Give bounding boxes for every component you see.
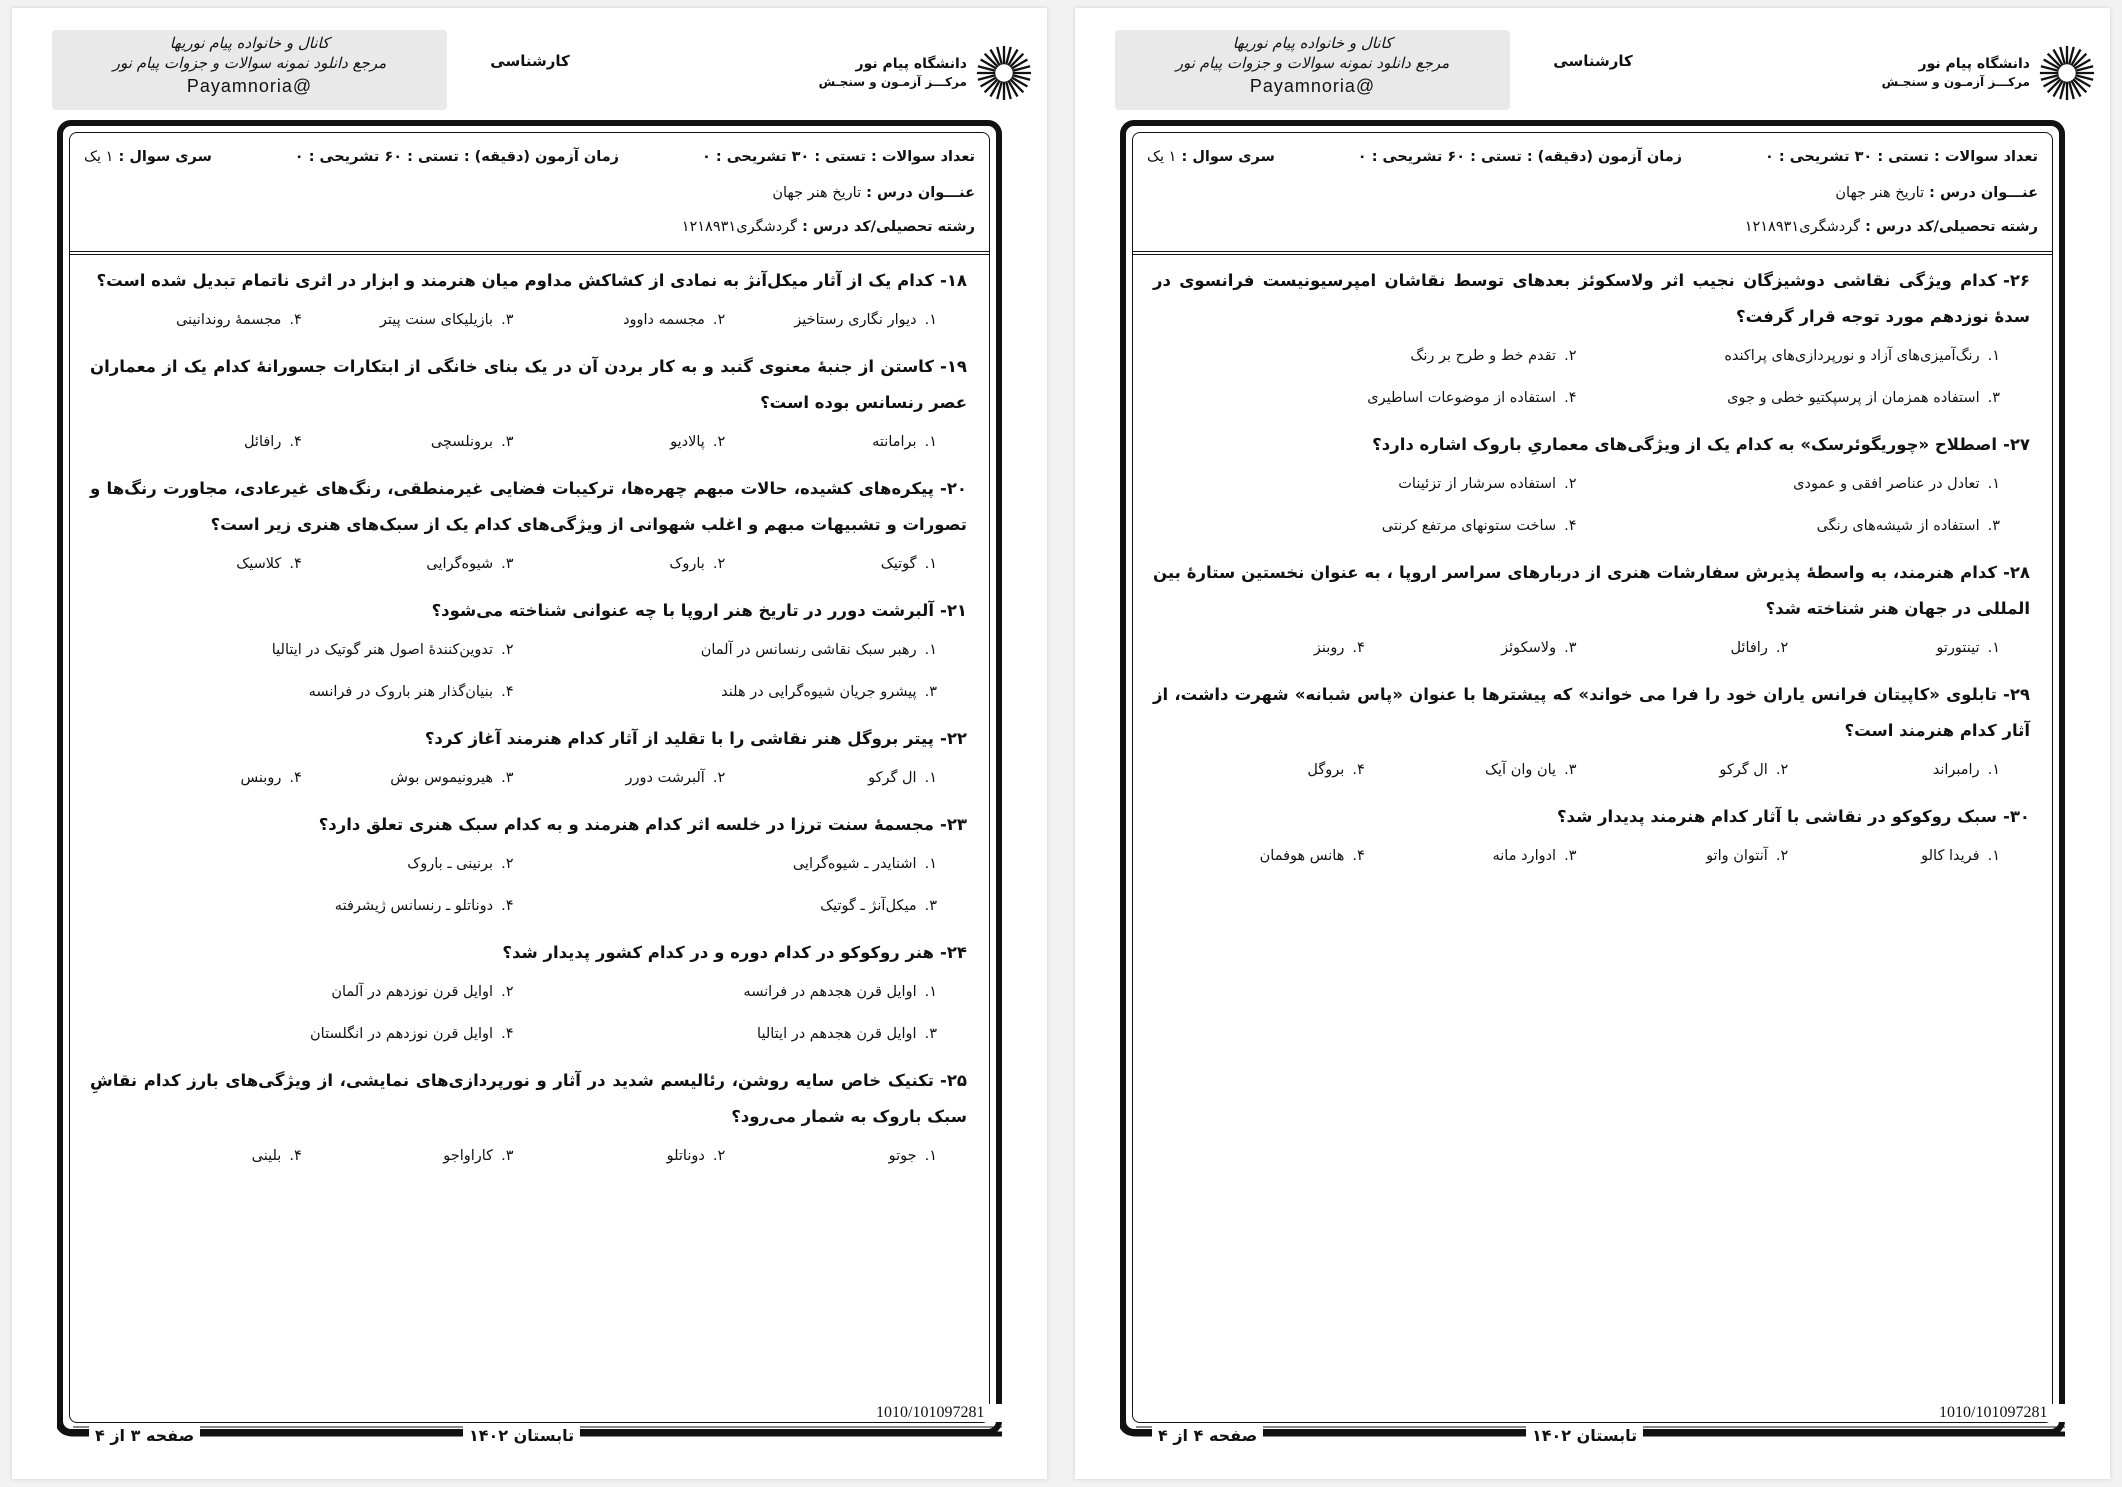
answer-option[interactable] [514,299,726,341]
page-number: صفحه ۳ از ۴ [89,1426,200,1445]
option-number: ۱. [1987,848,2000,864]
question-number: ۲۰- [939,479,967,498]
option-number: ۴. [289,556,302,572]
answer-option[interactable] [90,629,514,671]
degree-level: کارشناسی [490,52,570,70]
answer-option[interactable] [1577,627,1789,669]
option-text: جوتو [888,1148,917,1164]
question-text [90,807,967,843]
option-number: ۱. [1987,476,2000,492]
exam-info [70,133,989,255]
answer-option[interactable] [1153,463,1577,505]
option-number: ۲. [712,1148,726,1164]
answer-option[interactable] [302,299,514,341]
option-text: گوتیک [880,556,917,572]
question-item [90,349,967,463]
option-group [90,421,967,463]
question-stem: تکنیک خاص سایه روشن، رئالیسم شدید در آثار و نورپردازی‌های نمایشی، از ویژگی‌های بارز کدام نقاشِ سبک باروک به شمار می‌رود؟ [90,1071,967,1126]
university-name: دانشگاه پیام نور [855,56,967,72]
answer-option[interactable] [302,1135,514,1177]
answer-option[interactable] [725,543,937,585]
question-list [1153,263,2030,885]
course-title: عنـــوان درس : تاریخ هنر جهان [1835,185,2038,201]
question-stem: پیکره‌های کشیده، حالات مبهم چهره‌ها، ترکیبات فضایی غیرمنطقی، رنگ‌های غیرعادی، مجاورت رنگ‌ها و تصورات و تشبیهات مبهم و اغلب شهوانی از ویژگی‌های کدام یک از سبک‌های هنری زیر است؟ [90,479,967,534]
series: سری سوال : ۱ یک [1147,149,1275,165]
question-stem: پیتر بروگل هنر نقاشی را با تقلید از آثار کدام هنرمند آغاز کرد؟ [424,729,934,748]
option-number: ۳. [1987,390,2000,406]
answer-option[interactable] [90,843,514,885]
option-group [1153,335,2030,419]
option-number: ۴. [1564,390,1577,406]
answer-option[interactable] [90,421,302,463]
course-field: رشته تحصیلی/کد درس : گردشگری۱۲۱۸۹۳۱ [1744,219,2038,235]
question-text [90,935,967,971]
question-text [90,263,967,299]
answer-option[interactable] [514,757,726,799]
option-number: ۲. [501,856,514,872]
option-number: ۳. [1987,518,2000,534]
answer-option[interactable] [1153,377,1577,419]
option-text: تعادل در عناصر افقی و عمودی [1793,476,1980,492]
option-number: ۲. [501,642,514,658]
question-list [90,263,967,1185]
option-number: ۱. [924,642,937,658]
question-number: ۳۰- [2002,807,2030,826]
answer-option[interactable] [302,421,514,463]
option-text: شیوه‌گرایی [426,556,494,572]
option-text: ال گرکو [1719,762,1768,778]
page-footer [57,1404,1002,1448]
question-number: ۱۸- [939,271,967,290]
answer-option[interactable] [725,421,937,463]
option-number: ۳. [501,434,514,450]
option-number: ۲. [712,312,726,328]
option-text: کلاسیک [236,556,282,572]
option-text: فریدا کالو [1921,848,1980,864]
question-number: ۲۵- [939,1071,967,1090]
answer-option[interactable] [1577,505,2001,547]
course-title: عنـــوان درس : تاریخ هنر جهان [772,185,975,201]
answer-option[interactable] [90,971,514,1013]
question-count: تعداد سوالات : تستی : ۳۰ تشریحی : ۰ [1764,149,2038,165]
option-text: رافائل [1730,640,1768,656]
answer-option[interactable] [90,299,302,341]
option-text: بنیان‌گذار هنر باروک در فرانسه [308,684,494,700]
question-item [90,593,967,713]
answer-option[interactable] [302,543,514,585]
option-text: پیشرو جریان شیوه‌گرایی در هلند [721,684,917,700]
question-number: ۲۶- [2002,271,2030,290]
question-item [90,1063,967,1177]
option-number: ۴. [501,898,514,914]
option-text: رافائل [243,434,282,450]
option-text: پالادیو [670,434,705,450]
question-stem: مجسمهٔ سنت ترزا در خلسه اثر کدام هنرمند و به کدام سبک هنری تعلق دارد؟ [318,815,934,834]
question-number: ۲۸- [2002,563,2030,582]
option-text: آنتوان واتو [1706,848,1768,864]
channel-handle: @Payamnoria [1249,76,1376,96]
option-text: روبنز [1313,640,1345,656]
option-number: ۴. [289,770,302,786]
answer-option[interactable] [90,757,302,799]
option-text: استفاده همزمان از پرسپکتیو خطی و جوی [1727,390,1980,406]
answer-option[interactable] [514,1013,938,1055]
question-item [1153,427,2030,547]
option-text: هانس هوفمان [1259,848,1345,864]
question-item [90,263,967,341]
option-number: ۳. [501,770,514,786]
channel-line2: مرجع دانلود نمونه سوالات و جزوات پیام نور [112,54,387,72]
question-number: ۲۳- [939,815,967,834]
option-text: استفاده سرشار از تزئینات [1398,476,1557,492]
answer-option[interactable] [514,1135,726,1177]
option-number: ۴. [1352,848,1365,864]
exam-page-4 [1075,8,2110,1479]
question-stem: آلبرشت دورر در تاریخ هنر اروپا با چه عنوانی شناخته می‌شود؟ [431,601,934,620]
option-text: تینتورتو [1936,640,1980,656]
option-text: تقدم خط و طرح بر رنگ [1410,348,1557,364]
option-text: رهبر سبک نقاشی رنسانس در آلمان [700,642,917,658]
option-text: اوایل قرن نوزدهم در انگلستان [310,1026,494,1042]
page-number: صفحه ۴ از ۴ [1152,1426,1263,1445]
option-number: ۲. [1775,848,1789,864]
question-number: ۱۹- [939,357,967,376]
question-text [1153,263,2030,335]
degree-level: کارشناسی [1553,52,1633,70]
option-number: ۲. [712,556,726,572]
answer-option[interactable] [514,843,938,885]
answer-option[interactable] [514,543,726,585]
option-number: ۱. [924,856,937,872]
answer-option[interactable] [1153,835,1365,877]
series: سری سوال : ۱ یک [84,149,212,165]
option-number: ۴. [1352,640,1365,656]
option-number: ۴. [501,1026,514,1042]
option-number: ۳. [924,1026,937,1042]
option-text: روبنس [240,770,282,786]
answer-option[interactable] [1577,835,1789,877]
question-item [90,807,967,927]
option-group [90,843,967,927]
answer-option[interactable] [1153,505,1577,547]
option-text: آلبرشت دورر [625,770,705,786]
answer-option[interactable] [1153,749,1365,791]
option-number: ۳. [924,684,937,700]
question-count: تعداد سوالات : تستی : ۳۰ تشریحی : ۰ [701,149,975,165]
option-group [1153,463,2030,547]
answer-option[interactable] [725,299,937,341]
answer-option[interactable] [514,421,726,463]
option-number: ۱. [924,312,937,328]
option-text: ال گرکو [868,770,917,786]
option-text: اشنایدر ـ شیوه‌گرایی [792,856,917,872]
question-stem: کدام هنرمند، به واسطهٔ پذیرش سفارشات هنری از دربارهای سراسر اروپا ، به عنوان نخستین ستارهٔ بین المللی در جهان هنر شناخته شد؟ [1153,563,2030,618]
channel-banner [52,30,447,110]
question-stem: کدام ویژگی نقاشی دوشیزگان نجیب اثر ولاسکوئز بعدهای توسط نقاشان امپرسیونیست فرانسوی در سدهٔ نوزدهم مورد توجه قرار گرفت؟ [1153,271,2030,326]
option-group [90,971,967,1055]
question-text [90,593,967,629]
answer-option[interactable] [302,757,514,799]
question-text [90,1063,967,1135]
option-text: رنگ‌آمیزی‌های آزاد و نورپردازی‌های پراکنده [1724,348,1980,364]
option-number: ۱. [924,556,937,572]
question-stem: کاستن از جنبهٔ معنوی گنبد و به کار بردن آن در یک بنای خانگی از ابتکارات جسورانهٔ کدام یک از معماران عصر رنسانس بوده است؟ [90,357,967,412]
option-group [90,629,967,713]
option-number: ۱. [924,770,937,786]
option-text: ولاسکوئز [1501,640,1557,656]
option-text: برنینی ـ باروک [407,856,494,872]
option-number: ۲. [1775,640,1789,656]
answer-option[interactable] [1365,749,1577,791]
option-number: ۴. [1564,518,1577,534]
option-text: بلینی [251,1148,282,1164]
question-stem: کدام یک از آثار میکل‌آنژ به نمادی از کشاکش مداوم میان هنرمند و ابزار در اثری ناتمام تبدیل شده است؟ [96,271,934,290]
exam-code: 1010/101097281 [872,1404,1020,1422]
exam-code: 1010/101097281 [1935,1404,2083,1422]
question-text [90,471,967,543]
option-group [1153,749,2030,791]
option-number: ۱. [1987,348,2000,364]
question-text [90,349,967,421]
option-text: ساخت ستونهای مرتفع کرنتی [1381,518,1557,534]
option-number: ۴. [289,1148,302,1164]
university-logo [1846,38,2096,108]
option-number: ۲. [501,984,514,1000]
option-number: ۲. [1564,476,1577,492]
option-number: ۳. [1564,848,1577,864]
option-text: تدوین‌کنندهٔ اصول هنر گوتیک در ایتالیا [271,642,494,658]
option-number: ۳. [924,898,937,914]
page-footer [1120,1404,2065,1448]
answer-option[interactable] [514,629,938,671]
question-text [1153,427,2030,463]
option-text: مجسمه داوود [623,312,705,328]
university-name: دانشگاه پیام نور [1918,56,2030,72]
channel-handle: @Payamnoria [186,76,313,96]
question-item [1153,555,2030,669]
answer-option[interactable] [90,671,514,713]
exam-time: زمان آزمون (دقیقه) : تستی : ۶۰ تشریحی : ۰ [1357,149,1683,165]
channel-banner [1115,30,1510,110]
option-group [1153,627,2030,669]
answer-option[interactable] [90,1013,514,1055]
question-stem: هنر روکوکو در کدام دوره و در کدام کشور پدیدار شد؟ [502,943,934,962]
option-group [90,757,967,799]
option-text: اوایل قرن هجدهم در ایتالیا [757,1026,917,1042]
question-number: ۲۲- [939,729,967,748]
channel-line1: کانال و خانواده پیام نوریها [169,34,330,52]
answer-option[interactable] [90,1135,302,1177]
answer-option[interactable] [1365,835,1577,877]
answer-option[interactable] [1577,749,1789,791]
answer-option[interactable] [90,543,302,585]
option-text: برونلسچی [430,434,494,450]
answer-option[interactable] [1577,335,2001,377]
answer-option[interactable] [1788,835,2000,877]
option-text: برامانته [872,434,917,450]
option-group [90,299,967,341]
question-text [90,721,967,757]
option-number: ۱. [924,984,937,1000]
option-text: دیوار نگاری رستاخیز [794,312,917,328]
answer-option[interactable] [514,885,938,927]
option-number: ۲. [1564,348,1577,364]
option-text: باروک [669,556,705,572]
option-text: میکل‌آنژ ـ گوتیک [820,898,917,914]
course-field: رشته تحصیلی/کد درس : گردشگری۱۲۱۸۹۳۱ [681,219,975,235]
exam-season: تابستان ۱۴۰۲ [463,1426,580,1445]
option-number: ۳. [1564,762,1577,778]
answer-option[interactable] [725,1135,937,1177]
option-text: استفاده از شیشه‌های رنگی [1816,518,1980,534]
option-number: ۴. [1352,762,1365,778]
exam-season: تابستان ۱۴۰۲ [1526,1426,1643,1445]
answer-option[interactable] [1788,627,2000,669]
question-text [1153,799,2030,835]
option-text: ادوارد مانه [1492,848,1557,864]
option-number: ۳. [1564,640,1577,656]
option-number: ۲. [712,434,726,450]
question-number: ۲۴- [939,943,967,962]
question-item [1153,799,2030,877]
question-number: ۲۷- [2002,435,2030,454]
question-text [1153,677,2030,749]
option-number: ۳. [501,556,514,572]
option-group [90,543,967,585]
university-logo [783,38,1033,108]
option-number: ۱. [924,1148,937,1164]
question-item [1153,263,2030,419]
question-item [90,935,967,1055]
option-text: دوناتلو [666,1148,705,1164]
answer-option[interactable] [514,971,938,1013]
option-text: دوناتلو ـ رنسانس ژیشرفته [334,898,494,914]
question-stem: تابلوی «کاپیتان فرانس یاران خود را فرا می خواند» که پیشترها با عنوان «پاس شبانه» شهرت داشت، از آثار کدام هنرمند است؟ [1153,685,2030,740]
option-number: ۴. [501,684,514,700]
option-number: ۴. [289,312,302,328]
option-number: ۱. [924,434,937,450]
option-number: ۴. [289,434,302,450]
answer-option[interactable] [1153,627,1365,669]
question-number: ۲۱- [939,601,967,620]
option-group [90,1135,967,1177]
option-text: یان وان آیک [1485,762,1557,778]
option-text: کاراواجو [443,1148,494,1164]
option-number: ۲. [1775,762,1789,778]
option-text: هیرونیموس بوش [390,770,494,786]
option-number: ۲. [712,770,726,786]
option-text: مجسمهٔ روندانینی [175,312,282,328]
sunburst-logo-icon [2038,44,2096,102]
question-number: ۲۹- [2002,685,2030,704]
option-text: اوایل قرن هجدهم در فرانسه [743,984,917,1000]
option-group [1153,835,2030,877]
question-text [1153,555,2030,627]
option-text: اوایل قرن نوزدهم در آلمان [331,984,494,1000]
exam-info [1133,133,2052,255]
answer-option[interactable] [1365,627,1577,669]
option-text: رامبراند [1932,762,1980,778]
question-item [90,471,967,585]
answer-option[interactable] [1577,463,2001,505]
channel-line1: کانال و خانواده پیام نوریها [1232,34,1393,52]
university-center: مرکـــز آزمـون و سنجـش [1881,75,2030,89]
exam-time: زمان آزمون (دقیقه) : تستی : ۶۰ تشریحی : ۰ [294,149,620,165]
exam-page-3 [12,8,1047,1479]
question-item [1153,677,2030,791]
option-number: ۱. [1987,640,2000,656]
option-text: استفاده از موضوعات اساطیری [1367,390,1557,406]
question-item [90,721,967,799]
answer-option[interactable] [1788,749,2000,791]
answer-option[interactable] [1153,335,1577,377]
option-number: ۳. [501,312,514,328]
option-text: بازیلیکای سنت پیتر [379,312,494,328]
answer-option[interactable] [90,885,514,927]
option-number: ۳. [501,1148,514,1164]
option-text: بروگل [1307,762,1345,778]
question-stem: اصطلاح «چوریگوئرسک» به کدام یک از ویژگی‌های معماریِ باروک اشاره دارد؟ [1372,435,1997,454]
channel-line2: مرجع دانلود نمونه سوالات و جزوات پیام نور [1175,54,1450,72]
question-stem: سبک روکوکو در نقاشی با آثار کدام هنرمند پدیدار شد؟ [1556,807,1997,826]
option-number: ۱. [1987,762,2000,778]
answer-option[interactable] [1577,377,2001,419]
answer-option[interactable] [514,671,938,713]
sunburst-logo-icon [975,44,1033,102]
university-center: مرکـــز آزمـون و سنجـش [818,75,967,89]
answer-option[interactable] [725,757,937,799]
